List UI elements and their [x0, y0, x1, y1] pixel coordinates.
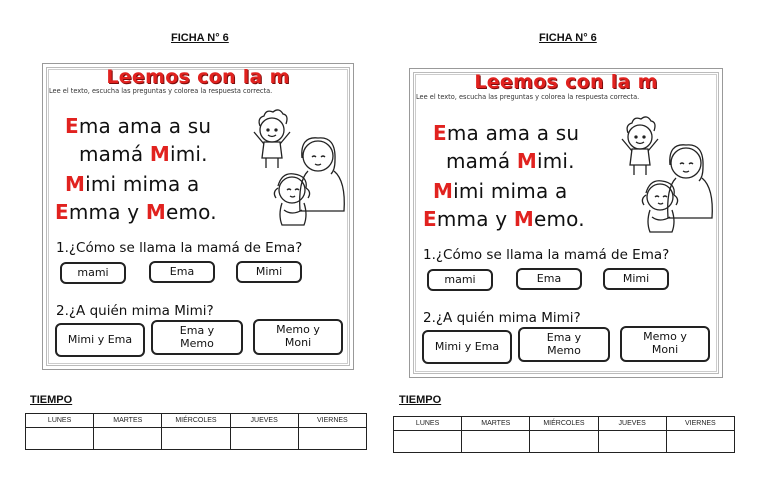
story-text: imi. [536, 149, 575, 173]
q2-option-mimi-y-ema[interactable]: Mimi y Ema [55, 323, 145, 357]
q2-option-ema-y-memo[interactable]: Ema y Memo [151, 320, 243, 355]
tiempo-table-left [25, 413, 367, 450]
table-cell[interactable] [530, 431, 598, 453]
day-lunes: LUNES [26, 414, 94, 428]
day-miercoles: MIÉRCOLES [530, 417, 598, 431]
story-text: mma y [436, 207, 514, 231]
question-2: 2.¿A quién mima Mimi? [423, 310, 581, 326]
table-cell[interactable] [666, 431, 734, 453]
story-red-letter: M [149, 142, 170, 166]
story-line-4 [423, 207, 585, 231]
story-text: imi mima a [85, 172, 200, 196]
day-viernes: VIERNES [298, 414, 366, 428]
story-red-letter: M [65, 172, 86, 196]
table-cell[interactable] [230, 428, 298, 450]
family-illustration [616, 115, 716, 245]
day-jueves: JUEVES [230, 414, 298, 428]
story-text: ma ama a su [446, 121, 580, 145]
mother-drawing [668, 145, 713, 218]
table-cell[interactable] [598, 431, 666, 453]
story-line-1 [65, 114, 211, 138]
table-row [394, 431, 735, 453]
story-text: mamá [79, 142, 150, 166]
table-cell[interactable] [462, 431, 530, 453]
day-martes: MARTES [462, 417, 530, 431]
day-martes: MARTES [94, 414, 162, 428]
story-red-letter: E [423, 207, 437, 231]
family-illustration [248, 108, 348, 238]
story-text: mma y [68, 200, 146, 224]
story-red-letter: E [433, 121, 447, 145]
story-line-3 [65, 172, 199, 196]
table-row [26, 428, 367, 450]
story-text: emo. [165, 200, 217, 224]
story-red-letter: M [433, 179, 454, 203]
day-miercoles: MIÉRCOLES [162, 414, 230, 428]
day-lunes: LUNES [394, 417, 462, 431]
day-viernes: VIERNES [666, 417, 734, 431]
story-text: imi. [169, 142, 208, 166]
story-text: emo. [533, 207, 585, 231]
story-red-letter: M [516, 149, 537, 173]
q1-option-mami[interactable]: mami [427, 269, 493, 291]
table-cell[interactable] [94, 428, 162, 450]
q1-option-mami[interactable]: mami [60, 262, 126, 284]
day-jueves: JUEVES [598, 417, 666, 431]
table-header-row [394, 417, 735, 431]
tiempo-table-right [393, 416, 735, 453]
story-red-letter: M [513, 207, 534, 231]
question-1: 1.¿Cómo se llama la mamá de Ema? [56, 240, 303, 256]
card-title: Leemos con la m [106, 66, 290, 88]
mother-drawing [300, 138, 345, 211]
story-red-letter: M [145, 200, 166, 224]
story-line-2 [446, 149, 575, 173]
story-text: imi mima a [453, 179, 568, 203]
boy-drawing [254, 110, 290, 168]
q1-option-ema[interactable]: Ema [149, 261, 215, 283]
card-instruction: Lee el texto, escucha las preguntas y colorea la respuesta correcta. [416, 93, 640, 101]
ficha-title-left: FICHA N° 6 [171, 32, 229, 44]
story-text: ma ama a su [78, 114, 212, 138]
tiempo-label-right: TIEMPO [399, 394, 442, 406]
table-cell[interactable] [26, 428, 94, 450]
q2-option-memo-y-moni[interactable]: Memo y Moni [253, 319, 343, 355]
girl-drawing [642, 181, 677, 232]
q1-option-mimi[interactable]: Mimi [603, 268, 669, 290]
q2-option-ema-y-memo[interactable]: Ema y Memo [518, 327, 610, 362]
table-header-row [26, 414, 367, 428]
question-2: 2.¿A quién mima Mimi? [56, 303, 214, 319]
table-cell[interactable] [162, 428, 230, 450]
boy-drawing [622, 117, 658, 175]
story-line-1 [433, 121, 579, 145]
girl-drawing [274, 174, 309, 225]
q1-option-mimi[interactable]: Mimi [236, 261, 302, 283]
story-red-letter: E [55, 200, 69, 224]
question-1: 1.¿Cómo se llama la mamá de Ema? [423, 247, 670, 263]
story-line-4 [55, 200, 217, 224]
worksheet-card-right [409, 68, 723, 378]
story-line-3 [433, 179, 567, 203]
story-red-letter: E [65, 114, 79, 138]
card-instruction: Lee el texto, escucha las preguntas y colorea la respuesta correcta. [49, 87, 273, 95]
q2-option-mimi-y-ema[interactable]: Mimi y Ema [422, 330, 512, 364]
q1-option-ema[interactable]: Ema [516, 268, 582, 290]
ficha-title-right: FICHA N° 6 [539, 32, 597, 44]
table-cell[interactable] [298, 428, 366, 450]
card-title: Leemos con la m [474, 71, 658, 93]
story-line-2 [79, 142, 208, 166]
tiempo-label-left: TIEMPO [30, 394, 73, 406]
q2-option-memo-y-moni[interactable]: Memo y Moni [620, 326, 710, 362]
worksheet-card-left [42, 63, 354, 370]
story-text: mamá [446, 149, 517, 173]
table-cell[interactable] [394, 431, 462, 453]
